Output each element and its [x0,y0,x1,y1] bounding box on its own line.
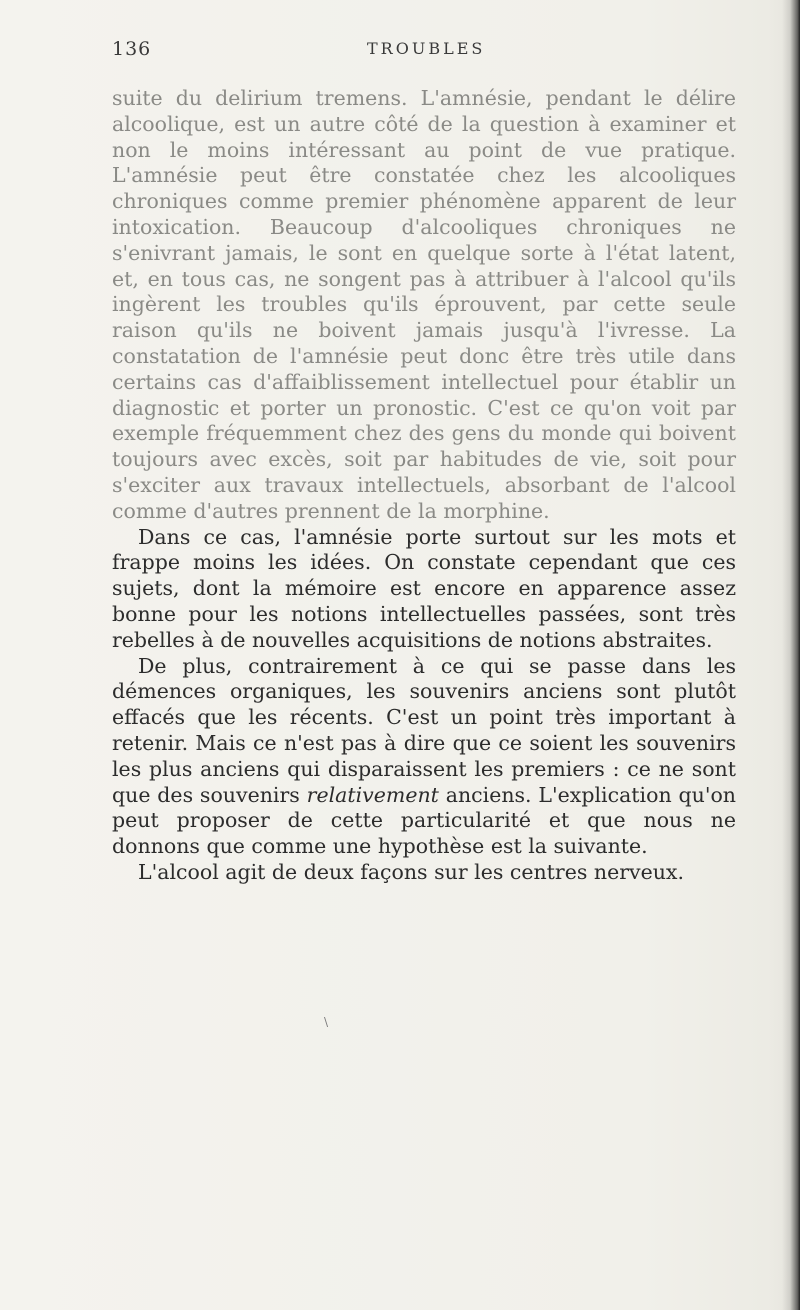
paragraph-1: suite du delirium tremens. L'amnésie, pendant le délire alcoolique, est un autre côté de la question à examiner et non le moins intéressant au point de vue pratique. L'amnésie peut être constatée chez les alcooliques chroniques comme premier phénomène apparent de leur intoxication. Beaucoup d'alcooliques chroniques ne s'enivrant jamais, le sont en quelque sorte à l'état latent, et, en tous cas, ne songent pas à attribuer à l'alcool qu'ils ingèrent les troubles qu'ils éprouvent, par cette seule raison qu'ils ne boivent jamais jusqu'à l'ivresse. La constatation de l'amnésie peut donc être très utile dans certains cas d'affaiblissement intellectuel pour établir un diagnostic et porter un pronostic. C'est ce qu'on voit par exemple fréquemment chez des gens du monde qui boivent toujours avec excès, soit par habitudes de vie, soit pour s'exciter aux travaux intellectuels, absorbant de l'alcool comme d'autres prennent de la morphine. [112,86,736,523]
body-text [112,86,736,886]
stray-print-mark: \ [324,1015,329,1029]
running-title: TROUBLES [367,39,486,58]
page-header [112,38,732,68]
emphasized-word: relativement [306,782,439,807]
page-number: 136 [112,38,152,60]
paragraph-2: Dans ce cas, l'amnésie porte surtout sur les mots et frappe moins les idées. On constate cependant que ces sujets, dont la mémoire est encore en apparence assez bonne pour les notions intellectuelles passées, sont très rebelles à de nouvelles acquisitions de notions abstraites. [112,524,736,652]
page-edge-shadow [782,0,800,1310]
paragraph-3 [112,654,736,860]
paragraph-3-text-after: anciens. L'explication qu'on peut proposer de cette particularité et que nous ne donnons que comme une hypothèse est la suivante. [112,782,737,859]
paragraph-4: L'alcool agit de deux façons sur les centres nerveux. [138,859,685,884]
paragraph-3-text-before: De plus, contrairement à ce qui se passe dans les démences organiques, les souvenirs anciens sont plutôt effacés que les récents. C'est un point très important à retenir. Mais ce n'est pas à dire que ce soient les souvenirs les plus anciens qui disparaissent les premiers : ce ne sont que des souvenirs [112,653,736,807]
